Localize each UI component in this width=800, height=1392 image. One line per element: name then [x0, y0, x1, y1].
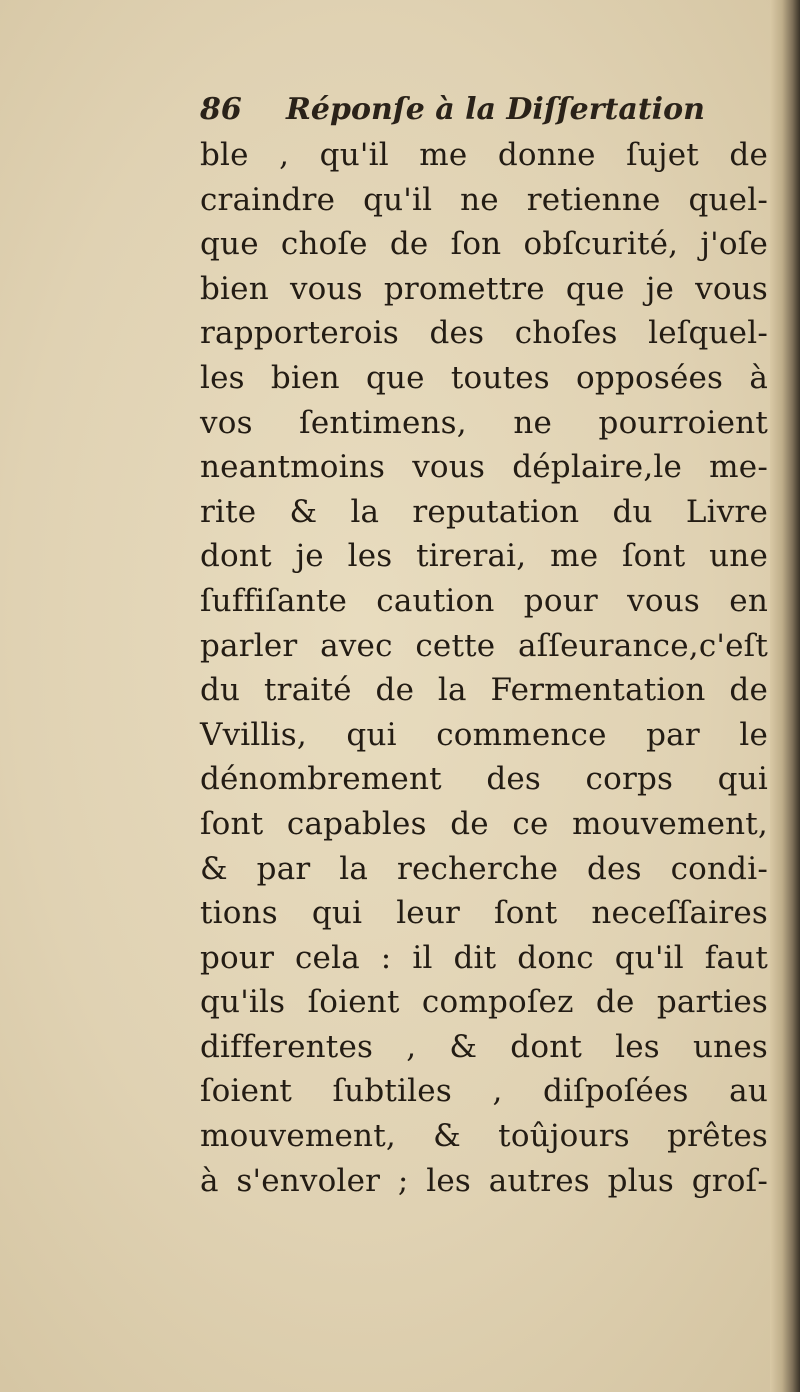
text-line: rite & la reputation du Livre — [200, 493, 768, 530]
text-line: bien vous promettre que je vous — [200, 270, 768, 307]
text-line: tions qui leur ſont neceſſaires — [200, 895, 768, 932]
text-line: qu'ils ſoient compoſez de parties — [200, 984, 768, 1021]
running-head — [200, 92, 760, 136]
text-line: pour cela : il dit donc qu'il faut — [200, 939, 768, 976]
text-line: que choſe de ſon obſcurité, j'oſe — [200, 226, 768, 263]
text-line: dont je les tirerai, me ſont une — [200, 538, 768, 575]
text-line: du traité de la Fermentation de — [200, 672, 768, 709]
page-number: 86 — [200, 92, 242, 127]
book-gutter — [770, 0, 800, 1392]
text-line: parler avec cette aſſeurance,c'eſt — [200, 627, 768, 664]
text-line: dénombrement des corps qui — [200, 761, 768, 798]
text-line: craindre qu'il ne retienne quel- — [200, 181, 768, 218]
text-line: differentes , & dont les unes — [200, 1028, 768, 1065]
text-line: Vvillis, qui commence par le — [200, 716, 768, 753]
text-line: rapporterois des choſes leſquel- — [200, 315, 768, 352]
text-line: à s'envoler ; les autres plus groſ- — [200, 1162, 768, 1199]
running-title: Réponſe à la Diſſertation — [286, 92, 705, 127]
text-line: ſont capables de ce mouvement, — [200, 805, 768, 842]
body-text — [200, 133, 768, 1203]
text-line: ſuffiſante caution pour vous en — [200, 582, 768, 619]
text-line: vos ſentimens, ne pourroient — [200, 404, 768, 441]
text-line: mouvement, & toûjours prêtes — [200, 1118, 768, 1155]
text-line: neantmoins vous déplaire,le me- — [200, 449, 768, 486]
text-line: ble , qu'il me donne ſujet de — [200, 137, 768, 173]
text-line: & par la recherche des condi- — [200, 850, 768, 887]
text-line: ſoient ſubtiles , diſpoſées au — [200, 1073, 768, 1110]
text-line: les bien que toutes opposées à — [200, 359, 768, 396]
